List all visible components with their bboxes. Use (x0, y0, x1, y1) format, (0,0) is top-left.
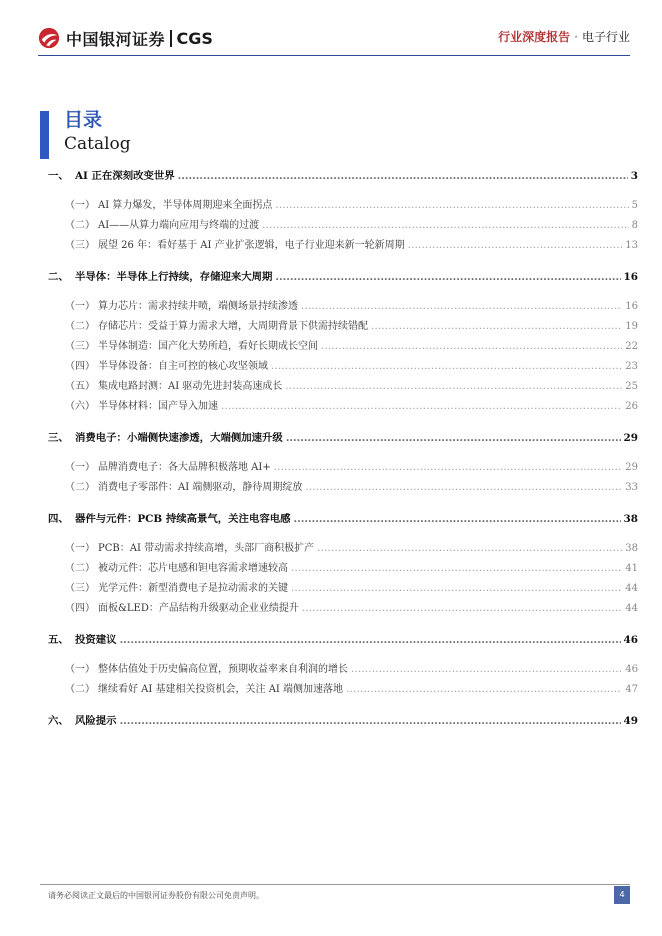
title-accent-bar (40, 111, 49, 159)
toc-section-number: 六、 (48, 715, 69, 727)
header-divider (38, 55, 630, 56)
dot-leader (275, 196, 628, 216)
dot-leader (271, 357, 622, 377)
report-type: 行业深度报告 (498, 30, 571, 44)
toc-subsection-entry[interactable] (48, 317, 638, 337)
dot-leader (274, 458, 623, 478)
toc-subsection-title: 半导体材料：国产导入加速 (98, 401, 218, 412)
toc-section-title: AI 正在深刻改变世界 (75, 170, 175, 182)
logo-english-name: CGS (176, 28, 213, 48)
dot-leader (317, 539, 622, 559)
toc-subsection-entry[interactable] (48, 357, 638, 377)
toc-section-page: 3 (630, 170, 638, 182)
toc-subsection-title: 面板&LED：产品结构升级驱动企业业绩提升 (98, 603, 299, 614)
toc-section-page: 29 (623, 432, 638, 444)
dot-leader (351, 660, 622, 680)
toc-section-entry[interactable] (48, 711, 638, 731)
toc-section-page: 46 (623, 634, 638, 646)
toc-subsection-entry[interactable] (48, 559, 638, 579)
brand-logo (38, 24, 213, 52)
toc-subsection-number: （二） (65, 220, 95, 231)
toc-subsection-entry[interactable] (48, 236, 638, 256)
toc-section-entry[interactable] (48, 630, 638, 650)
toc-subsection-page: 44 (625, 603, 638, 614)
toc-section-number: 四、 (48, 513, 69, 525)
toc-subsection-page: 41 (625, 563, 638, 574)
toc-subsection-title: 光学元件：新型消费电子是拉动需求的关键 (98, 583, 288, 594)
dot-leader (262, 216, 628, 236)
logo-divider (170, 30, 172, 47)
toc-subsection-page: 19 (625, 321, 638, 332)
toc-subsection-number: （一） (65, 200, 95, 211)
toc-subsection-number: （四） (65, 361, 95, 372)
dot-leader (120, 630, 621, 650)
toc-subsection-entry[interactable] (48, 579, 638, 599)
toc-subsection-title: AI 算力爆发，半导体周期迎来全面拐点 (98, 200, 273, 211)
toc-subsection-title: 半导体设备：自主可控的核心攻坚领域 (98, 361, 268, 372)
toc-subsection-page: 46 (625, 664, 638, 675)
dot-leader (371, 317, 622, 337)
dot-leader (346, 680, 622, 700)
toc-subsection-page: 5 (631, 200, 638, 211)
dot-leader (285, 377, 622, 397)
dot-leader (291, 559, 622, 579)
toc-section-title: 器件与元件：PCB 持续高景气，关注电容电感 (75, 513, 291, 525)
header-separator: · (574, 30, 578, 44)
cgs-logo-icon (38, 27, 60, 49)
toc-subsection-number: （一） (65, 543, 95, 554)
toc-subsection-entry[interactable] (48, 377, 638, 397)
toc-subsection-entry[interactable] (48, 458, 638, 478)
toc-subsection-title: 半导体制造：国产化大势所趋，看好长期成长空间 (98, 341, 318, 352)
toc-section-entry[interactable] (48, 509, 638, 529)
dot-leader (408, 236, 623, 256)
toc-subtitle: Catalog (64, 134, 131, 154)
toc-subsection-number: （六） (65, 401, 95, 412)
toc-subsection-entry[interactable] (48, 660, 638, 680)
toc-subsection-number: （一） (65, 462, 95, 473)
toc-subsection-title: 被动元件：芯片电感和钽电容需求增速较高 (98, 563, 288, 574)
toc-subsection-entry[interactable] (48, 196, 638, 216)
industry-label: 电子行业 (581, 30, 630, 44)
footer-disclaimer: 请务必阅读正文最后的中国银河证券股份有限公司免责声明。 (48, 891, 264, 900)
toc-subsection-entry[interactable] (48, 337, 638, 357)
toc-title: 目录 (64, 109, 103, 131)
footer-divider (40, 884, 630, 885)
toc-subsection-page: 22 (625, 341, 638, 352)
toc-section-title: 消费电子：小端侧快速渗透，大端侧加速升级 (75, 432, 283, 444)
toc-section-title: 风险提示 (75, 715, 117, 727)
report-category (498, 28, 630, 45)
toc-subsection-title: 算力芯片：需求持续井喷，端侧场景持续渗透 (98, 301, 298, 312)
toc-subsection-page: 25 (625, 381, 638, 392)
toc-subsection-number: （四） (65, 603, 95, 614)
toc-section-number: 五、 (48, 634, 69, 646)
toc-subsection-page: 38 (625, 543, 638, 554)
toc-subsection-number: （三） (65, 583, 95, 594)
toc-section-page: 49 (623, 715, 638, 727)
logo-chinese-name: 中国银河证券 (66, 29, 166, 49)
toc-subsection-number: （二） (65, 563, 95, 574)
toc-section-title: 投资建议 (75, 634, 117, 646)
toc-subsection-entry[interactable] (48, 539, 638, 559)
toc-subsection-title: 存储芯片：受益于算力需求大增，大周期背景下供需持续错配 (98, 321, 368, 332)
toc-section-entry[interactable] (48, 267, 638, 287)
toc-subsection-title: PCB：AI 带动需求持续高增，头部厂商积极扩产 (98, 543, 315, 554)
toc-subsection-number: （二） (65, 482, 95, 493)
toc-section-page: 38 (623, 513, 638, 525)
toc-subsection-page: 47 (625, 684, 638, 695)
toc-subsection-entry[interactable] (48, 599, 638, 619)
dot-leader (301, 297, 622, 317)
toc-subsection-title: AI——从算力端向应用与终端的过渡 (98, 220, 260, 231)
toc-subsection-entry[interactable] (48, 297, 638, 317)
toc-subsection-entry[interactable] (48, 216, 638, 236)
toc-subsection-title: 集成电路封测：AI 驱动先进封装高速成长 (98, 381, 283, 392)
toc-subsection-title: 整体估值处于历史偏高位置，预期收益率来自利润的增长 (98, 664, 348, 675)
page-header (0, 0, 662, 60)
toc-subsection-title: 展望 26 年：看好基于 AI 产业扩张逻辑，电子行业迎来新一轮新周期 (98, 240, 405, 251)
toc-subsection-page: 44 (625, 583, 638, 594)
toc-subsection-number: （三） (65, 341, 95, 352)
toc-section-number: 二、 (48, 271, 69, 283)
dot-leader (221, 397, 622, 417)
dot-leader (302, 599, 622, 619)
toc-subsection-entry[interactable] (48, 478, 638, 498)
toc-section-title: 半导体：半导体上行持续，存储迎来大周期 (75, 271, 273, 283)
dot-leader (178, 166, 628, 186)
dot-leader (275, 267, 620, 287)
dot-leader (286, 428, 621, 448)
toc-subsection-number: （二） (65, 684, 95, 695)
toc-subsection-title: 品牌消费电子：各大品牌积极落地 AI+ (98, 462, 271, 473)
toc-section-entry[interactable] (48, 428, 638, 448)
dot-leader (120, 711, 621, 731)
toc-subsection-page: 8 (631, 220, 638, 231)
toc-subsection-page: 23 (625, 361, 638, 372)
toc-subsection-page: 29 (625, 462, 638, 473)
toc-subsection-title: 消费电子零部件：AI 端侧驱动，静待周期绽放 (98, 482, 303, 493)
dot-leader (294, 509, 621, 529)
toc-subsection-page: 33 (625, 482, 638, 493)
toc-section-entry[interactable] (48, 166, 638, 186)
toc-subsection-number: （一） (65, 301, 95, 312)
toc-subsection-page: 26 (625, 401, 638, 412)
table-of-contents (48, 166, 638, 731)
toc-subsection-title: 继续看好 AI 基建相关投资机会，关注 AI 端侧加速落地 (98, 684, 344, 695)
toc-subsection-number: （一） (65, 664, 95, 675)
dot-leader (321, 337, 622, 357)
toc-section-number: 三、 (48, 432, 69, 444)
toc-section-number: 一、 (48, 170, 69, 182)
toc-section-page: 16 (623, 271, 638, 283)
toc-subsection-number: （五） (65, 381, 95, 392)
toc-subsection-entry[interactable] (48, 397, 638, 417)
toc-subsection-entry[interactable] (48, 680, 638, 700)
dot-leader (305, 478, 622, 498)
toc-subsection-number: （三） (65, 240, 95, 251)
toc-subsection-number: （二） (65, 321, 95, 332)
toc-subsection-page: 16 (625, 301, 638, 312)
dot-leader (291, 579, 622, 599)
page-number-badge: 4 (614, 886, 630, 904)
toc-subsection-page: 13 (625, 240, 638, 251)
